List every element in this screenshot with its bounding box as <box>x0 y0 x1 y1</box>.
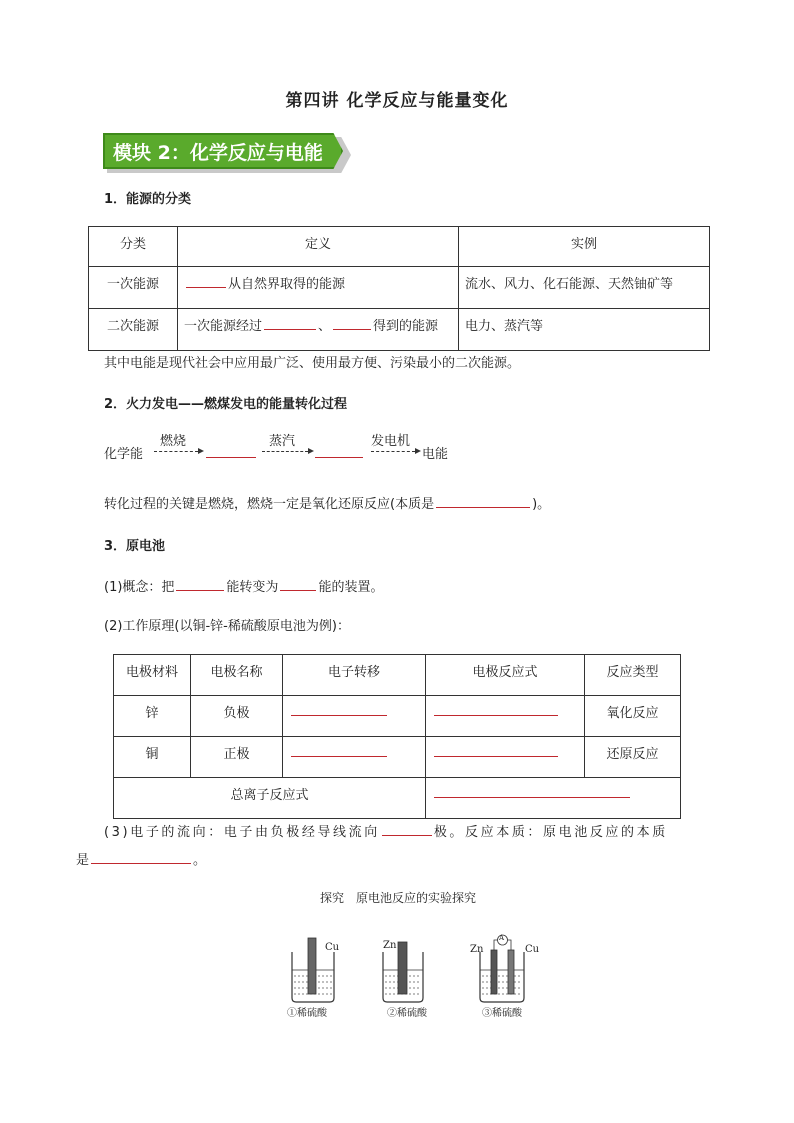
beaker-2-zn: Zn <box>383 940 397 951</box>
cell-header-transfer: 电子转移 <box>283 655 426 696</box>
flow-c: 是 <box>76 853 90 868</box>
module-badge <box>103 133 355 171</box>
blank-process-2[interactable] <box>333 328 371 330</box>
total-equation-cell <box>426 778 681 819</box>
concept-b: 能转变为 <box>226 580 279 595</box>
flow-arrowhead-2 <box>308 448 314 454</box>
blank-concept-2[interactable] <box>280 589 316 591</box>
flow-end: 电能 <box>422 447 449 462</box>
combustion-note <box>104 493 550 512</box>
flow-step-3-label: 发电机 <box>371 434 411 449</box>
energy-def-2-mid: 、 <box>318 319 332 334</box>
zinc-transfer-cell <box>283 696 426 737</box>
energy-header-def: 定义 <box>178 227 459 267</box>
blank-primary-energy[interactable] <box>186 286 226 288</box>
blank-zinc-transfer[interactable] <box>291 714 387 716</box>
energy-header-cat: 分类 <box>89 227 178 267</box>
copper-transfer-cell <box>283 737 426 778</box>
blank-flow-2[interactable] <box>315 457 363 458</box>
zinc-material: 锌 <box>114 696 191 737</box>
blank-concept-1[interactable] <box>176 589 224 591</box>
copper-type: 还原反应 <box>585 737 681 778</box>
copper-material: 铜 <box>114 737 191 778</box>
table-row <box>89 309 710 351</box>
flow-arrow-1 <box>154 451 198 452</box>
flow-arrow-2 <box>262 451 308 452</box>
energy-def-1-text: 从自然界取得的能源 <box>228 277 346 292</box>
section-2-heading: 2．火力发电——燃煤发电的能量转化过程 <box>104 397 348 412</box>
energy-def-2 <box>178 309 459 351</box>
table-row <box>114 737 681 778</box>
ammeter-label: A <box>499 934 505 942</box>
beaker-3 <box>480 935 524 1002</box>
total-equation-label: 总离子反应式 <box>114 778 426 819</box>
energy-cat-1: 一次能源 <box>89 267 178 309</box>
blank-copper-transfer[interactable] <box>291 755 387 757</box>
blank-zinc-equation[interactable] <box>434 714 558 716</box>
beaker-2-label: ②稀硫酸 <box>387 1008 427 1019</box>
flow-arrowhead-3 <box>415 448 421 454</box>
beaker-3-label: ③稀硫酸 <box>482 1008 522 1019</box>
table-row <box>114 696 681 737</box>
beaker-1-cu: Cu <box>325 942 340 953</box>
cell-header-material: 电极材料 <box>114 655 191 696</box>
energy-example-1: 流水、风力、化石能源、天然铀矿等 <box>459 267 710 309</box>
electricity-note: 其中电能是现代社会中应用最广泛、使用最方便、污染最小的二次能源。 <box>104 356 521 371</box>
flow-arrowhead-1 <box>198 448 204 454</box>
flow-step-1-label: 燃烧 <box>160 434 187 449</box>
section-1-heading: 1．能源的分类 <box>104 192 192 207</box>
concept-a: (1)概念：把 <box>104 580 175 595</box>
cell-header-type: 反应类型 <box>585 655 681 696</box>
explore-title: 探究 原电池反应的实验探究 <box>320 891 477 905</box>
cell-concept <box>104 576 383 595</box>
cell-header-equation: 电极反应式 <box>426 655 585 696</box>
zinc-electrode: 负极 <box>191 696 283 737</box>
flow-start: 化学能 <box>104 447 144 462</box>
flow-d: 。 <box>193 853 207 868</box>
cell-table <box>113 654 681 819</box>
concept-c: 能的装置。 <box>318 580 384 595</box>
blank-cell-essence[interactable] <box>91 862 191 864</box>
energy-def-2-before: 一次能源经过 <box>184 319 263 334</box>
combustion-note-before: 转化过程的关键是燃烧，燃烧一定是氧化还原反应(本质是 <box>104 497 435 512</box>
flow-a: (3)电子的流向：电子由负极经导线流向 <box>104 825 380 840</box>
table-row <box>89 267 710 309</box>
energy-def-1 <box>178 267 459 309</box>
beaker-3-zn: Zn <box>470 944 484 955</box>
energy-table <box>88 226 710 351</box>
combustion-note-after: )。 <box>532 497 551 512</box>
beaker-2 <box>383 942 423 1002</box>
electron-flow <box>104 821 668 840</box>
energy-example-2: 电力、蒸汽等 <box>459 309 710 351</box>
blank-copper-equation[interactable] <box>434 755 558 757</box>
table-row <box>114 778 681 819</box>
copper-equation-cell <box>426 737 585 778</box>
module-title: 模块 2：化学反应与电能 <box>113 142 323 164</box>
electron-flow-line2 <box>76 849 206 868</box>
cell-header-name: 电极名称 <box>191 655 283 696</box>
blank-process-1[interactable] <box>264 328 316 330</box>
blank-electrode[interactable] <box>382 834 432 836</box>
copper-electrode: 正极 <box>191 737 283 778</box>
zinc-type: 氧化反应 <box>585 696 681 737</box>
flow-step-2-label: 蒸汽 <box>269 434 296 449</box>
energy-cat-2: 二次能源 <box>89 309 178 351</box>
zinc-equation-cell <box>426 696 585 737</box>
blank-essence[interactable] <box>436 506 530 508</box>
section-3-heading: 3．原电池 <box>104 539 166 554</box>
flow-b: 极。反应本质：原电池反应的本质 <box>433 825 668 840</box>
page-title: 第四讲 化学反应与能量变化 <box>285 91 509 111</box>
working-principle: (2)工作原理(以铜-锌-稀硫酸原电池为例)： <box>104 619 350 634</box>
beaker-3-cu: Cu <box>525 944 540 955</box>
blank-total-equation[interactable] <box>434 796 630 798</box>
flow-arrow-3 <box>371 451 415 452</box>
blank-flow-1[interactable] <box>206 457 256 458</box>
beaker-1-label: ①稀硫酸 <box>287 1008 327 1019</box>
energy-header-example: 实例 <box>459 227 710 267</box>
energy-def-2-after: 得到的能源 <box>373 319 439 334</box>
